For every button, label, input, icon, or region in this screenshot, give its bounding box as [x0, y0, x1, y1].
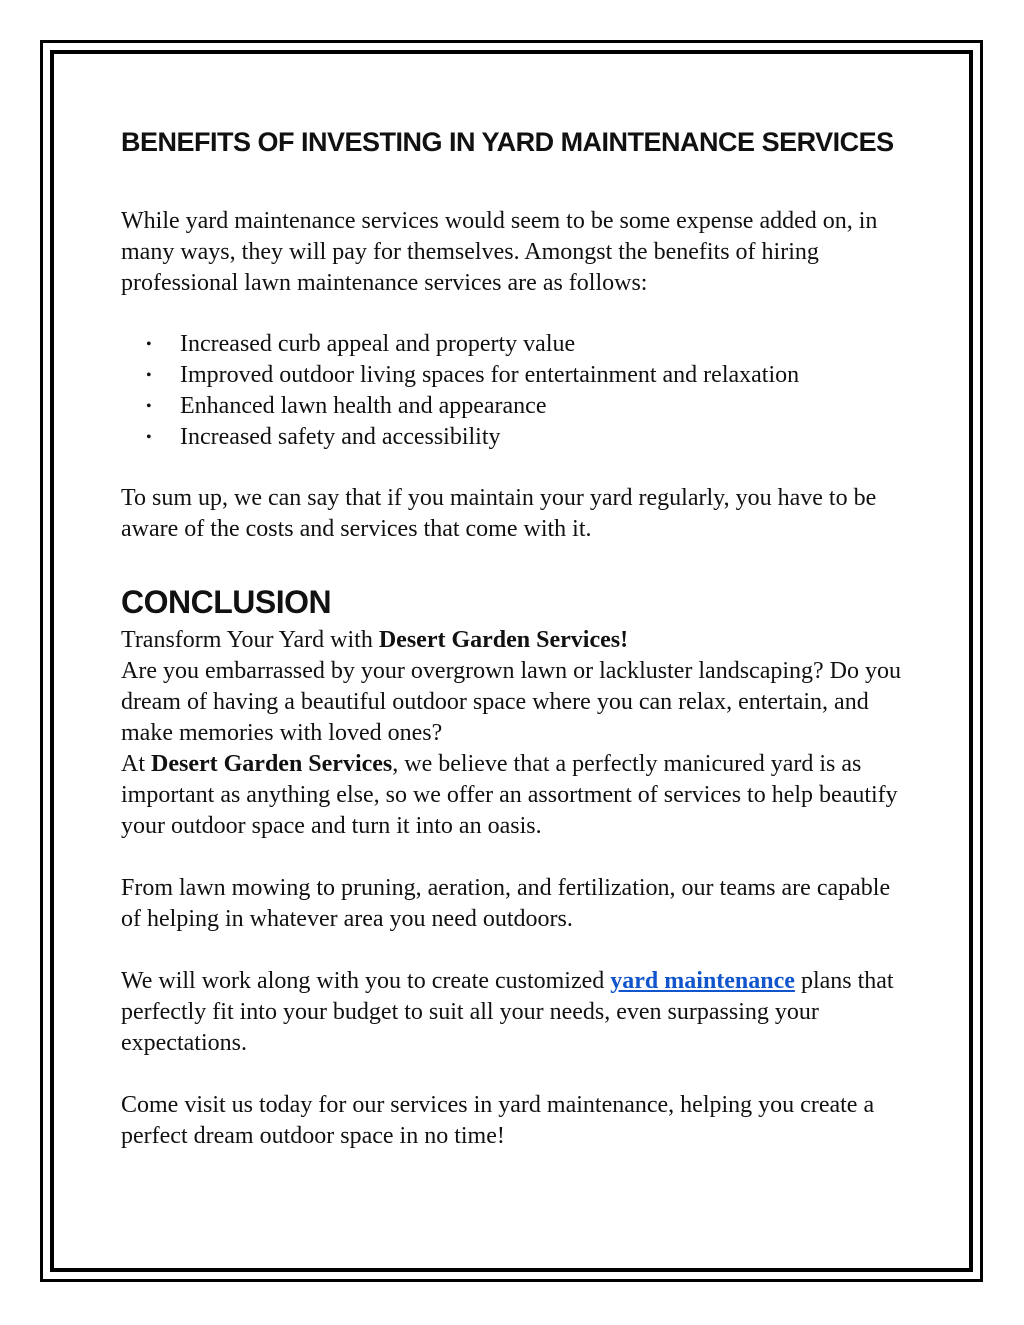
work-along-lead: We will work along with you to create customized — [121, 968, 611, 994]
visit-paragraph: Come visit us today for our services in yard maintenance, helping you create a perfect dream outdoor space in no time! — [121, 1092, 875, 1149]
work-along-rest: plans that perfectly fit into your budget to suit all your needs, even surpassing your expectations. — [121, 968, 894, 1056]
at-brand-paragraph — [121, 749, 911, 842]
transform-line — [121, 625, 911, 656]
brand-name: Desert Garden Services — [151, 751, 393, 777]
at-brand-lead: At — [121, 751, 151, 777]
embarrassed-paragraph: Are you embarrassed by your overgrown lawn or lackluster landscaping? Do you dream of having a beautiful outdoor space where you can relax, entertain, and make memories with loved ones? — [121, 658, 901, 746]
at-brand-rest: , we believe that a perfectly manicured yard is as important as anything else, so we offer an assortment of services to help beautify your outdoor space and turn it into an oasis. — [121, 751, 898, 839]
list-item-text: Enhanced lawn health and appearance — [180, 393, 547, 419]
bullet-icon: • — [146, 429, 152, 446]
conclusion-heading: CONCLUSION — [121, 584, 332, 620]
sum-up-paragraph: To sum up, we can say that if you maintain your yard regularly, you have to be aware of the costs and services that come with it. — [121, 485, 877, 542]
list-item — [121, 329, 911, 360]
work-along-paragraph — [121, 966, 911, 1059]
lawn-mowing-paragraph: From lawn mowing to pruning, aeration, and fertilization, our teams are capable of helping in whatever area you need outdoors. — [121, 875, 891, 932]
yard-maintenance-link[interactable]: yard maintenance — [610, 968, 795, 994]
list-item-text: Improved outdoor living spaces for entertainment and relaxation — [180, 362, 800, 388]
intro-paragraph: While yard maintenance services would seem to be some expense added on, in many ways, they will pay for themselves. Amongst the benefits of hiring professional lawn maintenance services are as follows: — [121, 208, 878, 296]
list-item — [121, 360, 911, 391]
document-content — [121, 126, 911, 1152]
list-item-text: Increased safety and accessibility — [180, 424, 501, 450]
list-item — [121, 422, 911, 453]
bullet-icon: • — [146, 398, 152, 415]
brand-name: Desert Garden Services! — [378, 627, 629, 653]
bullet-icon: • — [146, 336, 152, 353]
transform-lead: Transform Your Yard with — [121, 627, 379, 653]
benefits-heading: BENEFITS OF INVESTING IN YARD MAINTENANCE SERVICES — [121, 127, 894, 157]
bullet-icon: • — [146, 367, 152, 384]
list-item — [121, 391, 911, 422]
list-item-text: Increased curb appeal and property value — [180, 331, 576, 357]
benefits-list — [121, 329, 911, 453]
